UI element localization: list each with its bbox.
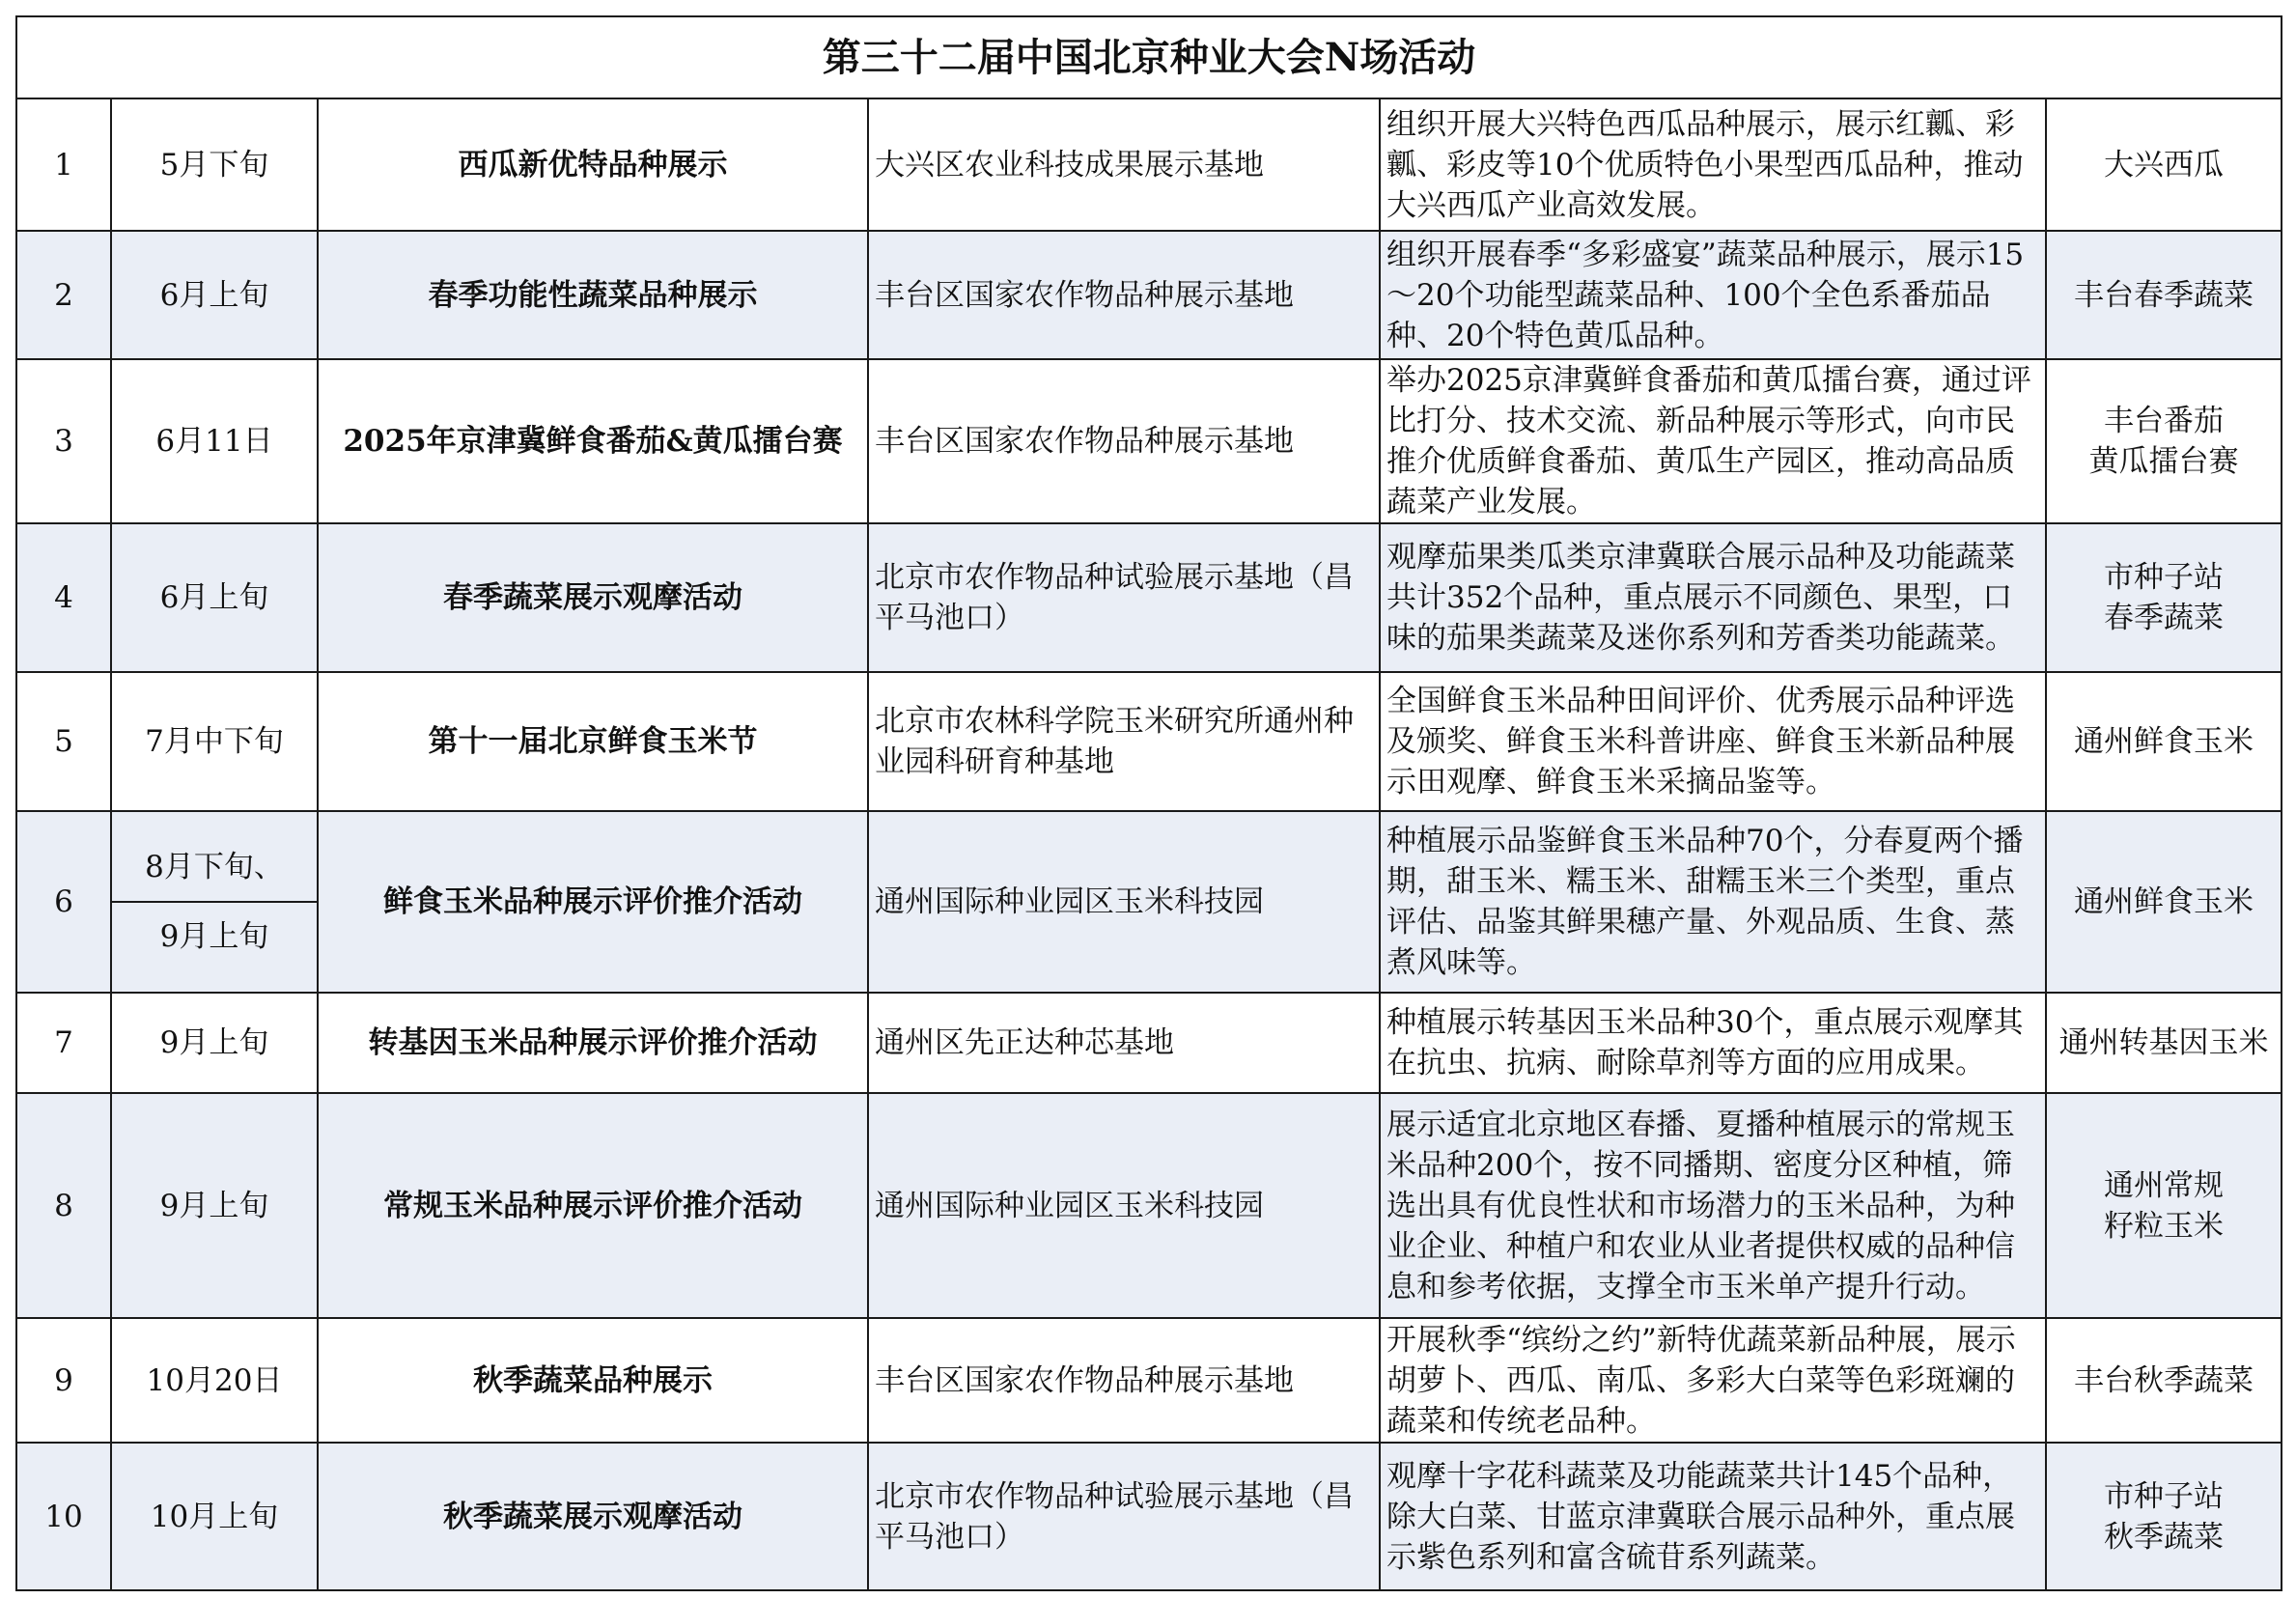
row-description: 组织开展大兴特色西瓜品种展示，展示红瓤、彩瓤、彩皮等10个优质特色小果型西瓜品种，推动大兴西瓜产业高效发展。 (1380, 98, 2046, 231)
row-number: 4 (16, 523, 111, 672)
row-description: 开展秋季“缤纷之约”新特优蔬菜新品种展，展示胡萝卜、西瓜、南瓜、多彩大白菜等色彩斑斓的蔬菜和传统老品种。 (1380, 1318, 2046, 1443)
tag-line: 丰台春季蔬菜 (2074, 277, 2254, 313)
tag-line: 市种子站 (2104, 560, 2224, 595)
row-location: 大兴区农业科技成果展示基地 (868, 98, 1380, 231)
tag-line: 通州转基因玉米 (2058, 1025, 2269, 1060)
row-description: 组织开展春季“多彩盛宴”蔬菜品种展示，展示15～20个功能型蔬菜品种、100个全色系番茄品种、20个特色黄瓜品种。 (1380, 231, 2046, 359)
row-activity-name: 第十一届北京鲜食玉米节 (318, 672, 868, 811)
row-date: 9月上旬 (111, 1093, 318, 1318)
row-description: 举办2025京津冀鲜食番茄和黄瓜擂台赛，通过评比打分、技术交流、新品种展示等形式，向市民推介优质鲜食番茄、黄瓜生产园区，推动高品质蔬菜产业发展。 (1380, 359, 2046, 523)
table-row (16, 672, 2282, 811)
tag-line: 市种子站 (2104, 1478, 2224, 1514)
row-tag (2046, 231, 2282, 359)
table-title: 第三十二届中国北京种业大会N场活动 (16, 16, 2282, 98)
row-tag (2046, 359, 2282, 523)
row-date-split (111, 811, 318, 993)
row-activity-name: 常规玉米品种展示评价推介活动 (318, 1093, 868, 1318)
tag-line: 通州常规 (2104, 1167, 2224, 1203)
row-activity-name: 春季蔬菜展示观摩活动 (318, 523, 868, 672)
row-date-part: 8月下旬、 (112, 833, 317, 903)
row-activity-name: 转基因玉米品种展示评价推介活动 (318, 993, 868, 1093)
row-description: 种植展示转基因玉米品种30个，重点展示观摩其在抗虫、抗病、耐除草剂等方面的应用成果。 (1380, 993, 2046, 1093)
table-row (16, 1318, 2282, 1443)
tag-line: 丰台秋季蔬菜 (2074, 1362, 2254, 1398)
tag-line: 丰台番茄 (2104, 404, 2224, 438)
row-location: 通州区先正达种芯基地 (868, 993, 1380, 1093)
table-row (16, 523, 2282, 672)
row-date: 6月上旬 (111, 523, 318, 672)
row-location: 北京市农作物品种试验展示基地（昌平马池口） (868, 1443, 1380, 1590)
table-row (16, 98, 2282, 231)
activity-table-sheet (15, 15, 2281, 1582)
row-number: 5 (16, 672, 111, 811)
row-activity-name: 鲜食玉米品种展示评价推介活动 (318, 811, 868, 993)
row-tag (2046, 993, 2282, 1093)
row-tag (2046, 98, 2282, 231)
row-number: 2 (16, 231, 111, 359)
row-number: 6 (16, 811, 111, 993)
row-location: 丰台区国家农作物品种展示基地 (868, 231, 1380, 359)
row-location: 通州国际种业园区玉米科技园 (868, 1093, 1380, 1318)
row-location: 北京市农林科学院玉米研究所通州种业园科研育种基地 (868, 672, 1380, 811)
tag-line: 秋季蔬菜 (2104, 1519, 2224, 1555)
table-row (16, 1443, 2282, 1590)
row-number: 8 (16, 1093, 111, 1318)
activity-table (15, 15, 2282, 1591)
row-date-part: 9月上旬 (159, 919, 269, 954)
row-activity-name: 春季功能性蔬菜品种展示 (318, 231, 868, 359)
row-location: 丰台区国家农作物品种展示基地 (868, 1318, 1380, 1443)
row-number: 10 (16, 1443, 111, 1590)
row-date: 5月下旬 (111, 98, 318, 231)
row-date: 6月上旬 (111, 231, 318, 359)
title-row (16, 16, 2282, 98)
row-date: 10月上旬 (111, 1443, 318, 1590)
row-location: 北京市农作物品种试验展示基地（昌平马池口） (868, 523, 1380, 672)
tag-line: 通州鲜食玉米 (2074, 724, 2254, 759)
row-date: 6月11日 (111, 359, 318, 523)
table-row (16, 1093, 2282, 1318)
table-row (16, 231, 2282, 359)
row-activity-name: 西瓜新优特品种展示 (318, 98, 868, 231)
row-activity-name: 秋季蔬菜展示观摩活动 (318, 1443, 868, 1590)
row-location: 丰台区国家农作物品种展示基地 (868, 359, 1380, 523)
row-tag (2046, 1443, 2282, 1590)
row-description: 观摩十字花科蔬菜及功能蔬菜共计145个品种，除大白菜、甘蓝京津冀联合展示品种外，重点展示紫色系列和富含硫苷系列蔬菜。 (1380, 1443, 2046, 1590)
tag-line: 黄瓜擂台赛 (2088, 444, 2239, 479)
row-date: 7月中下旬 (111, 672, 318, 811)
row-description: 全国鲜食玉米品种田间评价、优秀展示品种评选及颁奖、鲜食玉米科普讲座、鲜食玉米新品种展示田观摩、鲜食玉米采摘品鉴等。 (1380, 672, 2046, 811)
row-date: 9月上旬 (111, 993, 318, 1093)
row-tag (2046, 672, 2282, 811)
row-tag (2046, 1318, 2282, 1443)
table-row (16, 811, 2282, 993)
row-date: 10月20日 (111, 1318, 318, 1443)
row-activity-name: 2025年京津冀鲜食番茄&黄瓜擂台赛 (318, 359, 868, 523)
row-number: 9 (16, 1318, 111, 1443)
tag-line: 春季蔬菜 (2104, 601, 2224, 635)
row-activity-name: 秋季蔬菜品种展示 (318, 1318, 868, 1443)
row-location: 通州国际种业园区玉米科技园 (868, 811, 1380, 993)
tag-line: 籽粒玉米 (2104, 1208, 2224, 1244)
tag-line: 大兴西瓜 (2104, 147, 2224, 182)
row-tag (2046, 1093, 2282, 1318)
row-description: 观摩茄果类瓜类京津冀联合展示品种及功能蔬菜共计352个品种，重点展示不同颜色、果型，口味的茄果类蔬菜及迷你系列和芳香类功能蔬菜。 (1380, 523, 2046, 672)
row-description: 展示适宜北京地区春播、夏播种植展示的常规玉米品种200个，按不同播期、密度分区种植，筛选出具有优良性状和市场潜力的玉米品种，为种业企业、种植户和农业从业者提供权威的品种信息和参考依据，支撑全市玉米单产提升行动。 (1380, 1093, 2046, 1318)
tag-line: 通州鲜食玉米 (2074, 884, 2254, 919)
row-tag (2046, 523, 2282, 672)
table-row (16, 359, 2282, 523)
row-number: 7 (16, 993, 111, 1093)
table-row (16, 993, 2282, 1093)
row-description: 种植展示品鉴鲜食玉米品种70个，分春夏两个播期，甜玉米、糯玉米、甜糯玉米三个类型，重点评估、品鉴其鲜果穗产量、外观品质、生食、蒸煮风味等。 (1380, 811, 2046, 993)
row-tag (2046, 811, 2282, 993)
row-number: 3 (16, 359, 111, 523)
row-number: 1 (16, 98, 111, 231)
